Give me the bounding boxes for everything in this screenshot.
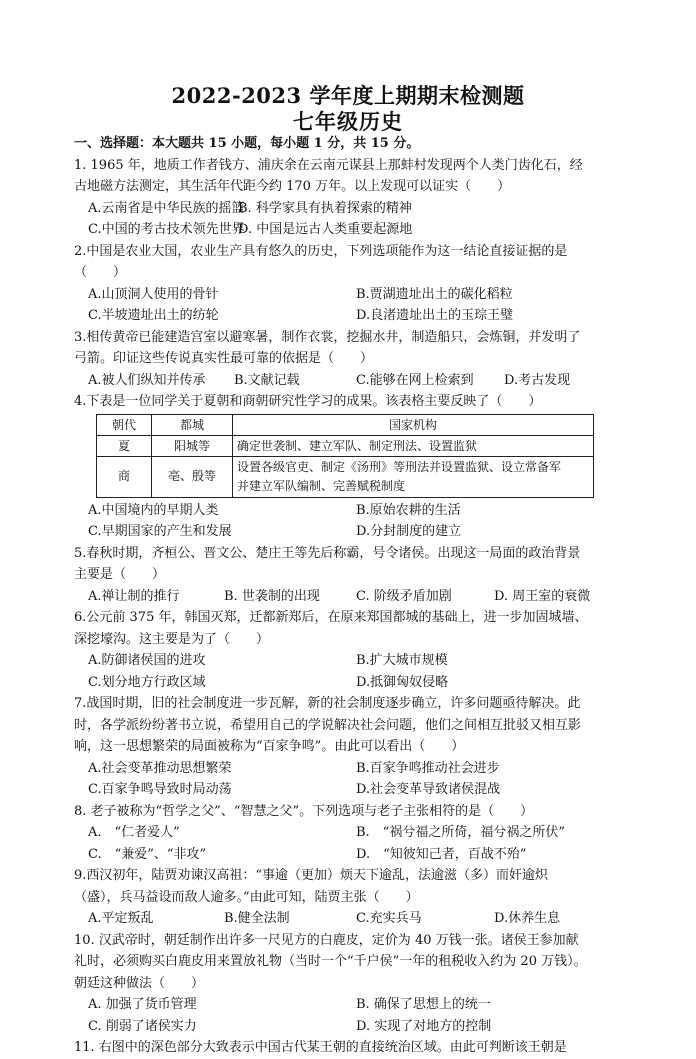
- q2-option-d: D.良渚遗址出土的玉琮王璧: [356, 308, 514, 323]
- exam-content: [74, 133, 634, 1059]
- q10-option-a: A. 加强了货币管理: [88, 997, 197, 1012]
- q3-option-d: D.考古发现: [504, 372, 571, 388]
- q10-option-c: C. 削弱了诸侯实力: [88, 1018, 197, 1034]
- q3-options-row: [74, 370, 634, 392]
- q4-cell-org: 确定世袭制、建立军队、制定刑法、设置监狱: [233, 435, 594, 456]
- q3-option-b: B.文献记载: [234, 372, 300, 388]
- exam-subtitle: 七年级历史: [293, 109, 403, 134]
- q5-stem-line-1: 5.春秋时期，齐桓公、晋文公、楚庄王等先后称霸，号令诸侯。出现这一局面的政治背景: [74, 545, 581, 561]
- q9-options-row: [74, 908, 634, 930]
- q4-option-b: B.原始农耕的生活: [356, 502, 461, 518]
- q7-option-d: D.社会变革导致诸侯混战: [356, 782, 501, 797]
- q4-stem-line-1: 4.下表是一位同学关于夏朝和商朝研究性学习的成果。该表格主要反映了（ ）: [74, 394, 542, 409]
- q7-stem-line-2: 时，各学派纷纷著书立说，希望用自己的学说解决社会问题，他们之间相互批驳又相互影: [74, 717, 582, 733]
- q4-cell-capital: 亳、殷等: [152, 456, 233, 497]
- q8-option-d: D. “知彼知己者，百战不殆”: [356, 846, 527, 862]
- q4-cell-dynasty: 夏: [97, 435, 152, 456]
- q3-option-c: C.能够在网上检索到: [356, 372, 474, 388]
- q4-cell-capital: 阳城等: [152, 435, 233, 456]
- q8-option-c: C. “兼爱”、“非攻”: [88, 846, 207, 862]
- q10-stem-line-2: 礼时，必须购买白鹿皮用来置放礼物（当时一个“千户侯”一年的租税收入约为 20 万钱）。: [74, 954, 587, 969]
- q2-option-a: A.山顶洞人使用的骨针: [88, 286, 219, 302]
- q9-option-a: A.平定叛乱: [88, 911, 154, 926]
- q4-header-org: 国家机构: [233, 414, 594, 435]
- table-row: [97, 435, 594, 456]
- q5-option-a: A.禅让制的推行: [88, 588, 180, 604]
- q5-stem-line-2: 主要是（ ）: [74, 567, 166, 582]
- q4-cell-dynasty: 商: [97, 456, 152, 497]
- q3-option-a: A.被人们纵知并传承: [88, 372, 206, 388]
- q10-options-row-2: [74, 1016, 634, 1038]
- q8-options-row-1: [74, 822, 634, 844]
- q1-options-row-2: [74, 219, 634, 241]
- q9-stem-line-1: 9.西汉初年，陆贾劝谏汉高祖：“事逾（更加）烦天下逾乱，法逾滋（多）而奸逾炽: [74, 868, 549, 883]
- q8-option-a: A. “仁者爱人”: [88, 825, 180, 840]
- q8-option-b: B. “祸兮福之所倚，福兮祸之所伏”: [356, 825, 565, 840]
- q5-option-c: C. 阶级矛盾加剧: [356, 588, 452, 604]
- q3-stem-line-1: 3.相传黄帝已能建造宫室以避寒暑，制作衣裳，挖掘水井，制造船只，会炼铜，并发明了: [74, 329, 581, 345]
- q3-stem-line-2: 弓箭。印证这些传说真实性最可靠的依据是（ ）: [74, 351, 374, 366]
- q9-option-d: D.休养生息: [494, 911, 561, 926]
- q11-stem-line-1: 11. 右图中的深色部分大致表示中国古代某王朝的直接统治区域。由此可判断该王朝是: [74, 1040, 567, 1055]
- q6-stem-line-2: 深挖壕沟。这主要是为了（ ）: [74, 631, 270, 647]
- q4-option-d: D.分封制度的建立: [356, 524, 462, 539]
- exam-title: 2022-2023 学年度上期期末检测题: [171, 83, 525, 108]
- q4-header-dynasty: 朝代: [97, 414, 152, 435]
- q7-option-a: A.社会变革推动思想繁荣: [88, 760, 232, 776]
- q2-option-c: C.半坡遗址出土的纺轮: [88, 308, 219, 323]
- q4-options-row-2: [74, 521, 634, 543]
- q2-stem-line-1: 2.中国是农业大国，农业生产具有悠久的历史，下列选项能作为这一结论直接证据的是: [74, 243, 568, 259]
- q4-header-capital: 都城: [152, 414, 233, 435]
- q7-stem-line-1: 7.战国时期，旧的社会制度进一步瓦解，新的社会制度逐步确立，许多问题亟待解决。此: [74, 696, 581, 711]
- q2-option-b: B.贾湖遗址出土的碳化稻粒: [356, 286, 513, 302]
- q6-option-d: D.抵御匈奴侵略: [356, 674, 449, 690]
- q1-options-row-1: [74, 198, 634, 220]
- q6-options-row-1: [74, 650, 634, 672]
- q4-cell-org-line-1: 设置各级官吏、制定《汤刑》等刑法并设置监狱、设立常备军: [237, 459, 562, 474]
- q4-option-c: C.早期国家的产生和发展: [88, 524, 232, 539]
- q4-options-row-1: [74, 500, 634, 522]
- q6-option-c: C.划分地方行政区域: [88, 674, 206, 690]
- q2-stem-line-2: （ ）: [74, 265, 127, 280]
- q9-stem-line-2: （盛），兵马益设而敌人逾多。”由此可知，陆贾主张（ ）: [74, 889, 419, 905]
- q4-table-header: [97, 414, 594, 435]
- q8-options-row-2: [74, 844, 634, 866]
- q7-options-row-1: [74, 758, 634, 780]
- q4-table: [96, 414, 594, 498]
- q4-cell-org: [233, 456, 594, 497]
- table-row: [97, 456, 594, 497]
- q1-option-a: A.云南省是中华民族的摇篮: [88, 200, 245, 216]
- q1-option-d: D. 中国是远古人类重要起源地: [238, 222, 413, 237]
- q1-option-c: C.中国的考古技术领先世界: [88, 222, 245, 237]
- q8-stem-line-1: 8. 老子被称为“哲学之父”、“智慧之父”。下列选项与老子主张相符的是（ ）: [74, 803, 534, 819]
- q1-stem-line-2: 古地磁方法测定，其生活年代距今约 170 万年。以上发现可以证实（ ）: [74, 179, 511, 194]
- q6-stem-line-1: 6.公元前 375 年，韩国灭郑，迁都新郑后，在原来郑国都城的基础上，进一步加固城墙、: [74, 610, 588, 625]
- q10-options-row-1: [74, 994, 634, 1016]
- q6-option-b: B.扩大城市规模: [356, 653, 448, 668]
- q7-option-b: B.百家争鸣推动社会进步: [356, 760, 500, 776]
- q5-options-row: [74, 586, 634, 608]
- q7-option-c: C.百家争鸣导致时局动荡: [88, 782, 232, 797]
- q10-stem-line-1: 10. 汉武帝时，朝廷制作出许多一尺见方的白鹿皮，定价为 40 万钱一张。诸侯王参加献: [74, 932, 579, 948]
- q6-options-row-2: [74, 672, 634, 694]
- q7-stem-line-3: 响，这一思想繁荣的局面被称为“百家争鸣”。由此可以看出（ ）: [74, 739, 465, 754]
- q2-options-row-1: [74, 284, 634, 306]
- q2-options-row-2: [74, 305, 634, 327]
- q7-options-row-2: [74, 779, 634, 801]
- q10-option-d: D. 实现了对地方的控制: [356, 1018, 492, 1034]
- section-heading: 一、选择题：本大题共 15 小题，每小题 1 分，共 15 分。: [74, 136, 420, 151]
- q10-stem-line-3: 朝廷这种做法（ ）: [74, 975, 205, 991]
- q9-option-b: B.健全法制: [224, 911, 290, 926]
- q5-option-d: D. 周王室的衰微: [494, 588, 591, 604]
- q9-option-c: C.充实兵马: [356, 911, 422, 926]
- q5-option-b: B. 世袭制的出现: [224, 588, 320, 604]
- q1-stem-line-1: 1. 1965 年，地质工作者钱方、浦庆余在云南元谋县上那蚌村发现两个人类门齿化石，经: [74, 157, 583, 173]
- q1-option-b: B. 科学家具有执着探索的精神: [238, 200, 412, 216]
- q4-table-wrapper: [74, 414, 634, 498]
- q6-option-a: A.防御诸侯国的进攻: [88, 653, 206, 668]
- q4-option-a: A.中国境内的早期人类: [88, 502, 219, 518]
- q10-option-b: B. 确保了思想上的统一: [356, 997, 491, 1012]
- q4-cell-org-line-2: 并建立军队编制、完善赋税制度: [237, 478, 406, 493]
